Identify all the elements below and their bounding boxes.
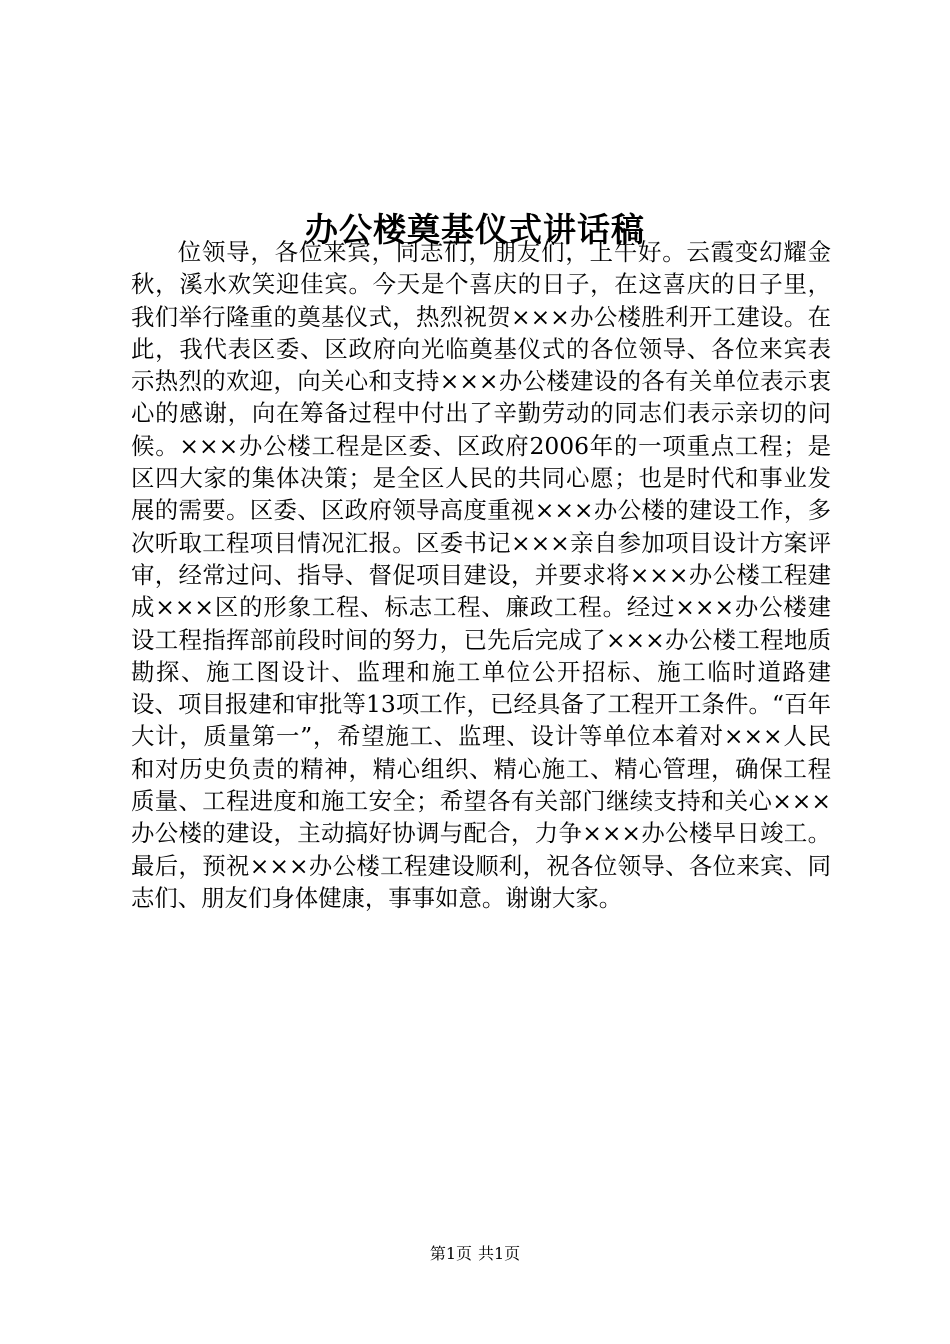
page-number: 第1页 — [429, 1244, 472, 1263]
document-title: 办公楼奠基仪式讲话稿 — [305, 210, 645, 250]
speech-body: 位领导，各位来宾，同志们，朋友们，上午好。云霞变幻耀金秋，溪水欢笑迎佳宾。今天是个喜庆的日子，在这喜庆的日子里，我们举行隆重的奠基仪式，热烈祝贺×××办公楼胜利开工建设。在此，我代表区委、区政府向光临奠基仪式的各位领导、各位来宾表示热烈的欢迎，向关心和支持×××办公楼建设的各有关单位表示衷心的感谢，向在筹备过程中付出了辛勤劳动的同志们表示亲切的问候。×××办公楼工程是区委、区政府2006年的一项重点工程；是区四大家的集体决策；是全区人民的共同心愿；也是时代和事业发展的需要。区委、区政府领导高度重视×××办公楼的建设工作，多次听取工程项目情况汇报。区委书记×××亲自参加项目设计方案评审，经常过问、指导、督促项目建设，并要求将×××办公楼工程建成×××区的形象工程、标志工程、廉政工程。经过×××办公楼建设工程指挥部前段时间的努力，已先后完成了×××办公楼工程地质勘探、施工图设计、监理和施工单位公开招标、施工临时道路建设、项目报建和审批等13项工作，已经具备了工程开工条件。“百年大计，质量第一”，希望施工、监理、设计等单位本着对×××人民和对历史负责的精神，精心组织、精心施工、精心管理，确保工程质量、工程进度和施工安全；希望各有关部门继续支持和关心×××办公楼的建设，主动搞好协调与配合，力争×××办公楼早日竣工。最后，预祝×××办公楼工程建设顺利，祝各位领导、各位来宾、同志们、朋友们身体健康，事事如意。谢谢大家。 — [131, 238, 831, 912]
page-footer — [0, 1243, 950, 1265]
page-total: 共1页 — [478, 1244, 521, 1263]
